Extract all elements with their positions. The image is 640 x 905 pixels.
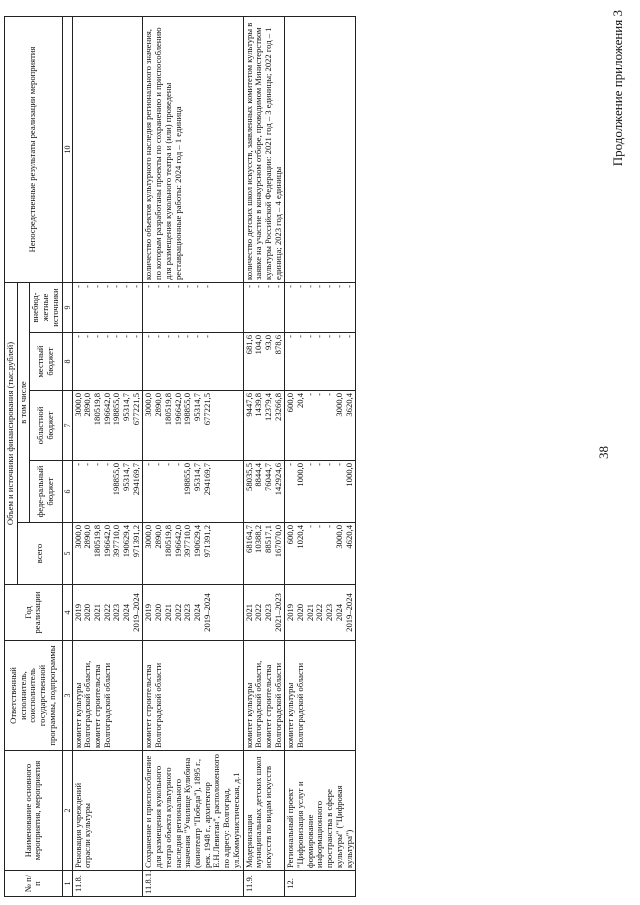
row-regional-value: 2890,0 <box>82 393 93 417</box>
row-regional-value: 180519,8 <box>162 393 173 426</box>
row-extra-value: - <box>243 284 254 288</box>
row-years-value: 2021–2023 <box>272 593 283 632</box>
row-years-value: 2023 <box>182 603 193 622</box>
header-regional: областной бюджет <box>30 391 62 461</box>
row-extra <box>285 282 356 332</box>
row-years-value: 2021 <box>91 603 102 622</box>
row-extra-value: - <box>153 284 164 288</box>
row-federal-value: - <box>72 463 83 466</box>
row-local <box>285 333 356 391</box>
row-years-value: 2024 <box>333 603 344 622</box>
row-local-value: - <box>121 335 132 338</box>
row-total-value: 180519,8 <box>162 525 173 558</box>
row-results <box>285 16 356 282</box>
row-extra-value: - <box>324 284 335 288</box>
row-federal-value: - <box>162 463 173 466</box>
row-regional-value: 196642,0 <box>101 393 112 426</box>
row-total-value: 397710,0 <box>182 525 193 558</box>
row-local-value: - <box>162 335 173 338</box>
row-responsible: комитет культуры Волгоградской области <box>285 641 356 751</box>
row-years-value: 2022 <box>314 603 325 622</box>
row-federal-value: - <box>153 463 164 466</box>
row-regional <box>243 391 285 461</box>
row-regional <box>72 391 143 461</box>
row-local <box>143 333 243 391</box>
table-body <box>72 16 356 896</box>
row-local-value: - <box>153 335 164 338</box>
row-federal <box>285 461 356 523</box>
table-row <box>285 16 356 896</box>
row-federal-value: - <box>91 463 102 466</box>
row-extra-value: - <box>130 284 141 288</box>
row-federal-value: - <box>314 463 325 466</box>
row-regional-value: 12379,4 <box>262 393 273 421</box>
row-regional-value: 677221,5 <box>201 393 212 426</box>
row-federal <box>243 461 285 523</box>
row-years <box>72 585 143 641</box>
row-years-value: 2019 <box>143 603 154 622</box>
row-total <box>72 523 143 585</box>
row-local-value: - <box>111 335 122 338</box>
row-local-value: - <box>191 335 202 338</box>
row-extra <box>143 282 243 332</box>
row-years-value: 2021 <box>243 603 254 622</box>
row-federal-value: 76044,7 <box>262 463 273 491</box>
header-extra: внебюд-жетные источники <box>30 282 62 332</box>
row-total-value: 600,0 <box>285 525 296 545</box>
row-total-value: 3000,0 <box>143 525 154 549</box>
row-federal-value: - <box>143 463 154 466</box>
header-no: № п/п <box>5 871 63 897</box>
table-row <box>243 16 285 896</box>
row-regional-value: 3000,0 <box>72 393 83 417</box>
row-federal-value: - <box>172 463 183 466</box>
row-local-value: - <box>304 335 315 338</box>
row-federal <box>72 461 143 523</box>
row-local-value: - <box>101 335 112 338</box>
colnum: 4 <box>62 585 72 641</box>
row-extra-value: - <box>91 284 102 288</box>
row-local-value: 93,0 <box>262 335 273 351</box>
colnum: 6 <box>62 461 72 523</box>
row-local-value: - <box>182 335 193 338</box>
row-extra-value: - <box>314 284 325 288</box>
row-local-value: - <box>72 335 83 338</box>
row-years <box>285 585 356 641</box>
row-federal-value: 198855,0 <box>111 463 122 496</box>
row-regional-value: 180519,8 <box>91 393 102 426</box>
row-federal-value: - <box>324 463 335 466</box>
row-regional-value: 198855,0 <box>182 393 193 426</box>
row-extra-value: - <box>272 284 283 288</box>
row-regional-value: - <box>314 393 325 396</box>
header-volume: Объем и источники финансирования (тыс.рублей) <box>5 282 18 584</box>
row-local-value: - <box>130 335 141 338</box>
row-results <box>72 16 143 282</box>
row-federal-value: - <box>82 463 93 466</box>
row-years-value: 2020 <box>153 603 164 622</box>
row-years-value: 2019 <box>72 603 83 622</box>
row-number: 12. <box>285 871 356 897</box>
row-years-value: 2023 <box>324 603 335 622</box>
row-federal-value: 142924,6 <box>272 463 283 496</box>
row-federal-value: - <box>285 463 296 466</box>
row-extra <box>243 282 285 332</box>
colnum: 8 <box>62 333 72 391</box>
row-responsible: комитет строительства Волгоградской области <box>143 641 243 751</box>
row-total-value: - <box>324 525 335 528</box>
row-regional-value: 3620,4 <box>343 393 354 417</box>
row-years <box>243 585 285 641</box>
budget-table <box>4 16 356 897</box>
row-responsible: комитет культуры Волгоградской области, комитет строительства Волгоградской области <box>243 641 285 751</box>
row-regional-value: 23266,8 <box>272 393 283 421</box>
row-total-value: 190629,4 <box>191 525 202 558</box>
header-responsible: Ответственный исполнитель, соисполнитель государственной программы, подпрограммы <box>5 641 63 751</box>
row-federal-value: 1000,0 <box>343 463 354 487</box>
row-extra-value: - <box>82 284 93 288</box>
row-regional-value: 677221,5 <box>130 393 141 426</box>
row-years-value: 2021 <box>304 603 315 622</box>
row-local-value: - <box>343 335 354 338</box>
row-extra-value: - <box>253 284 264 288</box>
header-year: Год реализации <box>5 585 63 641</box>
row-local-value: 878,6 <box>272 335 283 355</box>
row-local <box>243 333 285 391</box>
row-federal-value: - <box>304 463 315 466</box>
row-regional-value: - <box>324 393 335 396</box>
row-federal-value: 1000,0 <box>295 463 306 487</box>
page-number: 38 <box>596 446 611 459</box>
row-extra <box>72 282 143 332</box>
row-responsible: комитет культуры Волгоградской области, комитет строительства Волгоградской области <box>72 641 143 751</box>
row-regional-value: 9447,6 <box>243 393 254 417</box>
row-years <box>143 585 243 641</box>
row-regional <box>143 391 243 461</box>
row-total <box>143 523 243 585</box>
row-local-value: - <box>82 335 93 338</box>
row-extra-value: - <box>343 284 354 288</box>
row-years-value: 2022 <box>253 603 264 622</box>
row-name: Реновация учреждений отрасли культуры <box>72 751 143 871</box>
continuation-label: Продолжение приложения 3 <box>610 10 625 167</box>
table-row <box>72 16 143 896</box>
row-federal-value: 198855,0 <box>182 463 193 496</box>
row-regional-value: 2890,0 <box>153 393 164 417</box>
colnum: 10 <box>62 16 72 282</box>
row-total-value: 196642,0 <box>172 525 183 558</box>
row-regional-value: 198855,0 <box>111 393 122 426</box>
row-extra-value: - <box>172 284 183 288</box>
row-local-value: - <box>91 335 102 338</box>
row-total-value: 3000,0 <box>72 525 83 549</box>
row-regional-value: 95314,7 <box>191 393 202 421</box>
row-federal-value: 95314,7 <box>121 463 132 491</box>
row-extra-value: - <box>191 284 202 288</box>
row-total-value: 180519,8 <box>91 525 102 558</box>
row-local-value: 681,6 <box>243 335 254 355</box>
row-extra-value: - <box>295 284 306 288</box>
row-extra-value: - <box>111 284 122 288</box>
row-total-value: 196642,0 <box>101 525 112 558</box>
row-regional-value: 95314,7 <box>121 393 132 421</box>
row-total-value: 971391,2 <box>201 525 212 558</box>
colnum: 7 <box>62 391 72 461</box>
row-local-value: - <box>285 335 296 338</box>
row-name: Сохранение и приспособление для размещения кукольного театра объекта культурного наследия регионального значения "Училище Кулибина (кинотеатр "Победа"), 1895 г., рек. 1948 г., архитектор Е.Н.Левитан", расположенного по адресу: Волгоград, ул.Коммунистическая, д.1 <box>143 751 243 871</box>
row-number: 11.8. <box>72 871 143 897</box>
row-total <box>243 523 285 585</box>
row-years-value: 2023 <box>262 603 273 622</box>
row-regional-value: 3000,0 <box>333 393 344 417</box>
row-local-value: - <box>201 335 212 338</box>
row-federal <box>143 461 243 523</box>
row-local-value: - <box>295 335 306 338</box>
row-results: количество объектов культурного наследия регионального значения, по которым разработаны проекты по сохранению и приспособлению для размещения кукольного театра и (или) проведены реставрационные работы: 2024 год – 1 единица <box>143 16 243 282</box>
row-federal-value: 8844,4 <box>253 463 264 487</box>
row-extra-value: - <box>162 284 173 288</box>
row-extra-value: - <box>304 284 315 288</box>
row-regional-value: 1439,8 <box>253 393 264 417</box>
row-extra-value: - <box>72 284 83 288</box>
row-extra-value: - <box>201 284 212 288</box>
row-years-value: 2022 <box>172 603 183 622</box>
colnum: 1 <box>62 871 72 897</box>
row-local <box>72 333 143 391</box>
row-total-value: 1020,4 <box>295 525 306 549</box>
row-years-value: 2019–2024 <box>201 593 212 632</box>
row-years-value: 2020 <box>82 603 93 622</box>
row-federal-value: - <box>333 463 344 466</box>
row-regional-value: 600,0 <box>285 393 296 413</box>
row-regional-value: 20,4 <box>295 393 306 409</box>
row-years-value: 2021 <box>162 603 173 622</box>
colnum: 2 <box>62 751 72 871</box>
row-total-value: 68164,7 <box>243 525 254 553</box>
row-name: Региональный проект "Цифровизация услуг и формирование информационного пространства в сфере культуры" ("Цифровая культура") <box>285 751 356 871</box>
row-years-value: 2019–2024 <box>130 593 141 632</box>
row-regional-value: - <box>304 393 315 396</box>
row-total-value: - <box>314 525 325 528</box>
row-results: количество детских школ искусств, заявленных комитетом культуры в заявке на участие в конкурсном отборе, проводимом Министерством культуры Российской Федерации: 2021 год – 3 единицы; 2022 год – 1 единица; 2023 год – 4 единицы <box>243 16 285 282</box>
row-total-value: 4620,4 <box>343 525 354 549</box>
row-federal-value: 294169,7 <box>130 463 141 496</box>
header-results: Непосредственные результаты реализации мероприятия <box>5 16 63 282</box>
row-local-value: - <box>143 335 154 338</box>
row-total-value: 190629,4 <box>121 525 132 558</box>
row-total-value: 10388,2 <box>253 525 264 553</box>
row-extra-value: - <box>262 284 273 288</box>
row-total-value: 3000,0 <box>333 525 344 549</box>
row-extra-value: - <box>333 284 344 288</box>
row-regional-value: 196642,0 <box>172 393 183 426</box>
row-federal-value: - <box>101 463 112 466</box>
row-federal-value: 58035,5 <box>243 463 254 491</box>
row-total-value: 2890,0 <box>82 525 93 549</box>
row-extra-value: - <box>143 284 154 288</box>
header-total: всего <box>17 523 62 585</box>
row-years-value: 2019 <box>285 603 296 622</box>
header-incl: в том числе <box>17 282 30 522</box>
header-name: Наименование основного мероприятия, мероприятия <box>5 751 63 871</box>
row-years-value: 2023 <box>111 603 122 622</box>
row-number: 11.9. <box>243 871 285 897</box>
row-federal-value: 294169,7 <box>201 463 212 496</box>
row-name: Модернизация муниципальных детских школ искусств по видам искусств <box>243 751 285 871</box>
colnum: 5 <box>62 523 72 585</box>
row-years-value: 2024 <box>121 603 132 622</box>
row-federal-value: 95314,7 <box>191 463 202 491</box>
row-total-value: 971391,2 <box>130 525 141 558</box>
row-regional <box>285 391 356 461</box>
colnum: 3 <box>62 641 72 751</box>
row-total-value: 2890,0 <box>153 525 164 549</box>
row-extra-value: - <box>182 284 193 288</box>
row-extra-value: - <box>101 284 112 288</box>
row-total-value: 88517,1 <box>262 525 273 553</box>
row-local-value: 104,0 <box>253 335 264 355</box>
row-years-value: 2022 <box>101 603 112 622</box>
header-local: местный бюджет <box>30 333 62 391</box>
row-total-value: 167070,0 <box>272 525 283 558</box>
table-row <box>143 16 243 896</box>
row-local-value: - <box>314 335 325 338</box>
row-regional-value: 3000,0 <box>143 393 154 417</box>
row-total-value: 397710,0 <box>111 525 122 558</box>
row-number: 11.8.1. <box>143 871 243 897</box>
row-local-value: - <box>324 335 335 338</box>
row-extra-value: - <box>285 284 296 288</box>
row-years-value: 2019–2024 <box>343 593 354 632</box>
row-years-value: 2024 <box>191 603 202 622</box>
column-numbers-row <box>62 16 72 896</box>
row-extra-value: - <box>121 284 132 288</box>
row-total <box>285 523 356 585</box>
colnum: 9 <box>62 282 72 332</box>
row-local-value: - <box>333 335 344 338</box>
row-years-value: 2020 <box>295 603 306 622</box>
row-total-value: - <box>304 525 315 528</box>
header-federal: феде-ральный бюджет <box>30 461 62 523</box>
row-local-value: - <box>172 335 183 338</box>
